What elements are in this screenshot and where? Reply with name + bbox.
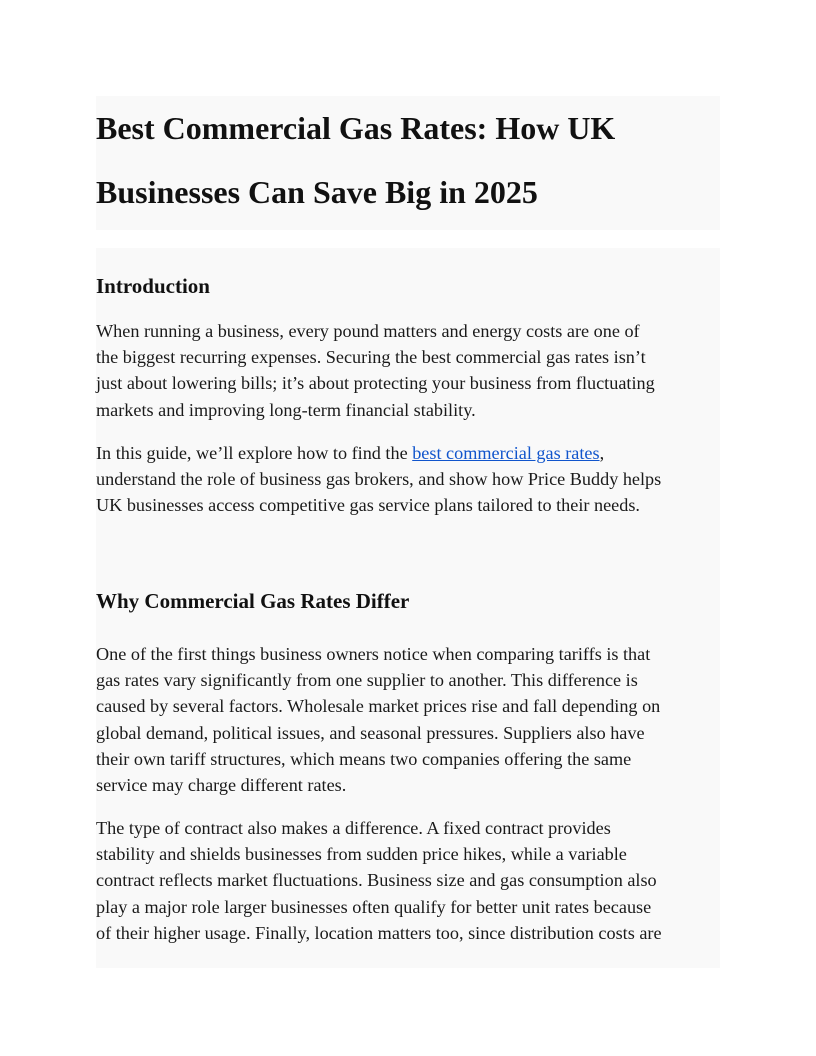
text-line: contract reflects market fluctuations. Business size and gas consumption also xyxy=(96,870,657,891)
text-line xyxy=(96,440,722,466)
why-differ-paragraph-2 xyxy=(96,815,722,946)
text-line: caused by several factors. Wholesale market prices rise and fall depending on xyxy=(96,696,661,717)
text-segment: In this guide, we’ll explore how to find the xyxy=(96,443,413,463)
text-line: just about lowering bills; it’s about protecting your business from fluctuating xyxy=(96,373,655,394)
title-block xyxy=(96,96,720,230)
text-line: stability and shields businesses from sudden price hikes, while a variable xyxy=(96,844,627,865)
heading-why-differ: Why Commercial Gas Rates Differ xyxy=(96,589,410,613)
text-line: understand the role of business gas brokers, and show how Price Buddy helps xyxy=(96,469,662,490)
intro-paragraph-2 xyxy=(96,440,722,519)
text-line: the biggest recurring expenses. Securing the best commercial gas rates isn’t xyxy=(96,347,646,368)
text-line: play a major role larger businesses often qualify for better unit rates because xyxy=(96,896,652,917)
text-line: markets and improving long-term financial stability. xyxy=(96,399,476,420)
text-segment: , xyxy=(599,443,605,463)
best-commercial-gas-rates-link[interactable]: best commercial gas rates xyxy=(412,443,600,463)
text-line: UK businesses access competitive gas service plans tailored to their needs. xyxy=(96,495,640,516)
text-line: gas rates vary significantly from one supplier to another. This difference is xyxy=(96,670,638,691)
title-line: Best Commercial Gas Rates: How UK xyxy=(96,110,616,146)
page-title xyxy=(96,96,720,224)
heading-introduction: Introduction xyxy=(96,274,210,298)
text-line: The type of contract also makes a difference. A fixed contract provides xyxy=(96,818,611,838)
text-line: of their higher usage. Finally, location matters too, since distribution costs are xyxy=(96,922,662,943)
text-line: their own tariff structures, which means two companies offering the same xyxy=(96,748,632,769)
intro-paragraph-1 xyxy=(96,318,722,423)
why-differ-paragraph-1 xyxy=(96,641,722,798)
text-line: One of the first things business owners notice when comparing tariffs is that xyxy=(96,644,651,664)
text-line: When running a business, every pound matters and energy costs are one of xyxy=(96,321,640,341)
text-line: service may charge different rates. xyxy=(96,775,347,796)
text-line: global demand, political issues, and seasonal pressures. Suppliers also have xyxy=(96,722,645,743)
article-body xyxy=(96,248,720,968)
title-line: Businesses Can Save Big in 2025 xyxy=(96,174,538,210)
